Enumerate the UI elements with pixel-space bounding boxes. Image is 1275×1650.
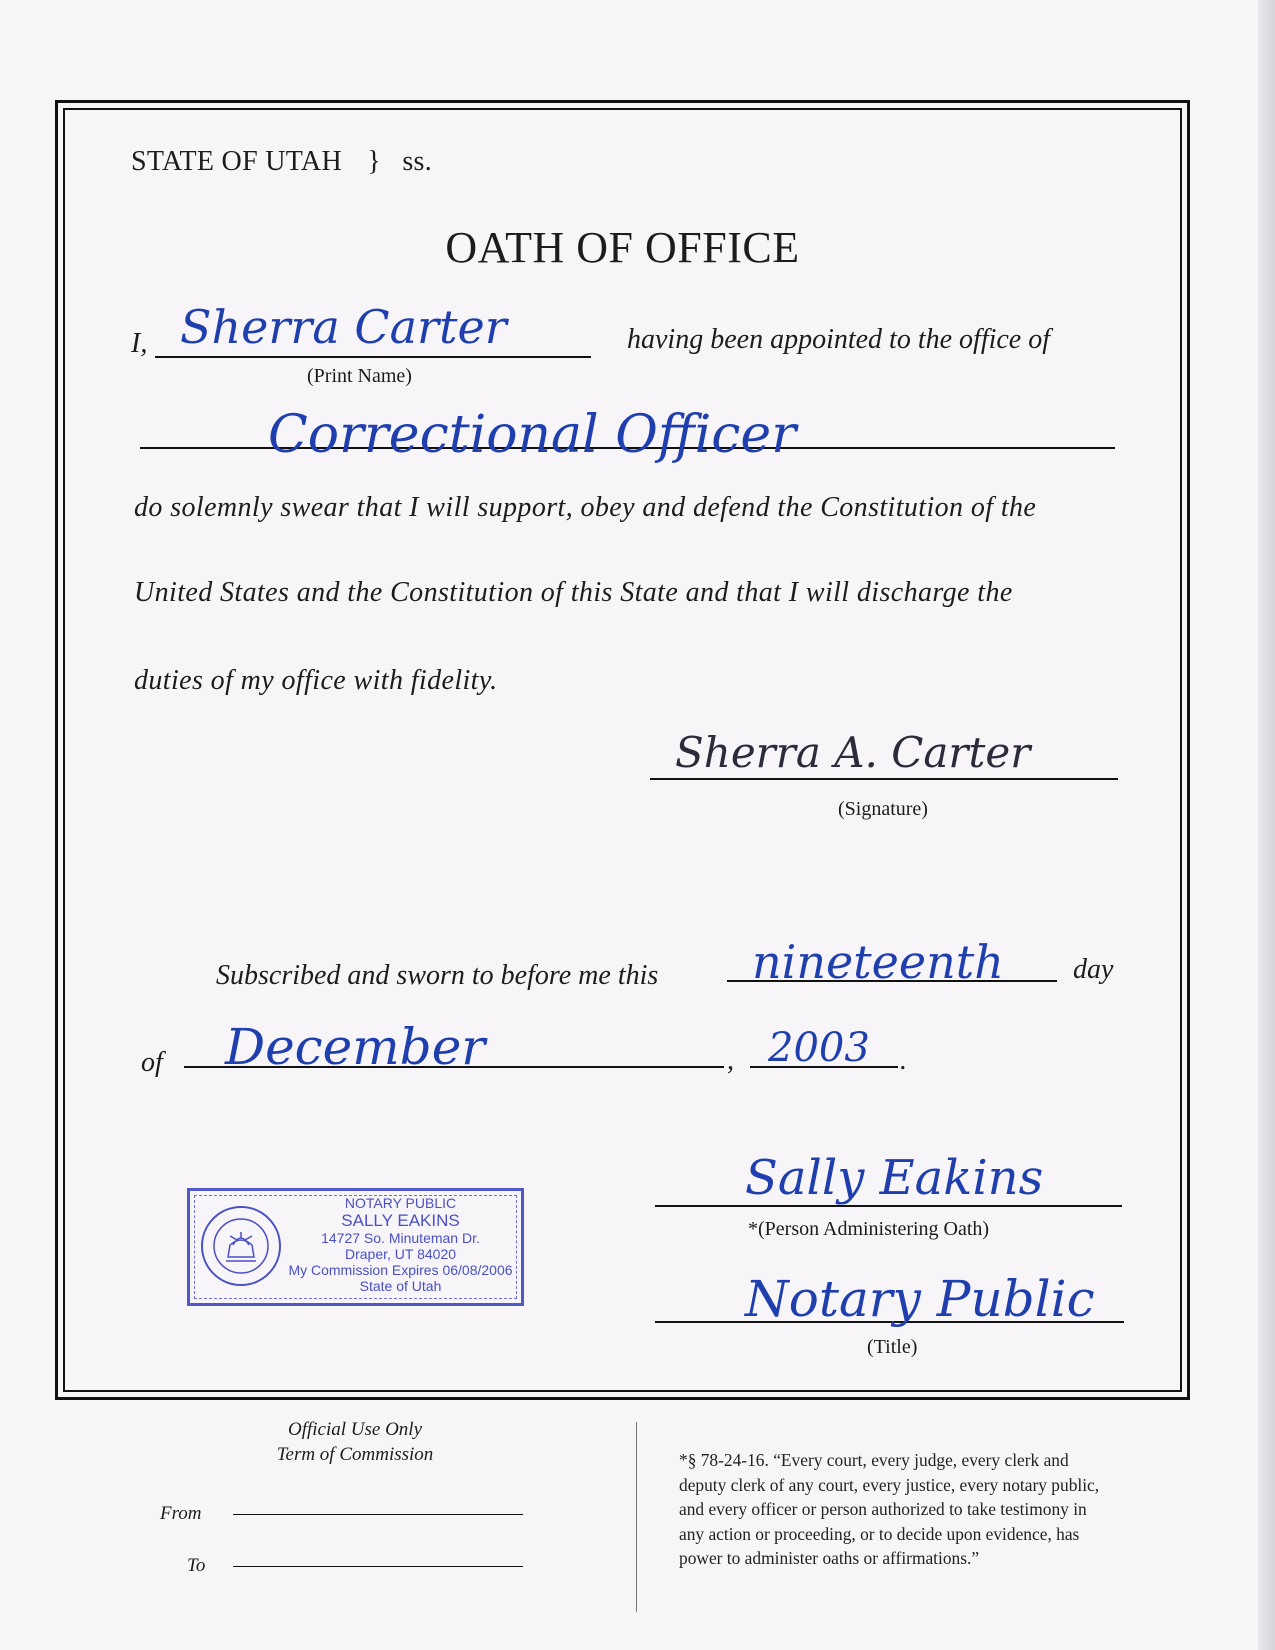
oath-prefix: I, [131,328,148,359]
administrator-label: *(Person Administering Oath) [748,1218,990,1240]
stamp-state: State of Utah [359,1278,442,1294]
appointed-text: having been appointed to the office of [627,324,1051,355]
comma: , [727,1045,734,1076]
statute-footnote [679,1448,1224,1571]
handwritten-office: Correctional Officer [268,405,797,465]
footnote-line-3: and every officer or person authorized to take testimony in [679,1499,1087,1519]
from-line[interactable] [233,1514,523,1515]
handwritten-day: nineteenth [752,935,1004,989]
of-word: of [141,1047,163,1078]
stamp-title: NOTARY PUBLIC [344,1195,457,1211]
title-label: (Title) [867,1336,918,1358]
oath-body-line-2: United States and the Constitution of this State and that I will discharge the [134,577,1013,608]
signature-label: (Signature) [838,798,928,820]
notary-stamp [187,1188,524,1306]
from-label: From [160,1503,202,1524]
period: . [900,1045,907,1076]
signature-line [650,778,1118,780]
handwritten-signature: Sherra A. Carter [675,728,1031,777]
state-seal-icon [200,1205,282,1287]
oath-body-line-3: duties of my office with fidelity. [134,665,498,696]
footnote-line-2: deputy clerk of any court, every justice, every notary public, [679,1474,1100,1495]
day-word: day [1073,954,1114,985]
footer-divider [636,1422,637,1612]
document-title: OATH OF OFFICE [445,223,800,272]
handwritten-name: Sherra Carter [180,300,507,354]
to-label: To [187,1555,206,1576]
official-use-line-1: Official Use Only [287,1419,423,1440]
stamp-notary-name: SALLY EAKINS [341,1211,460,1230]
to-line[interactable] [233,1566,523,1567]
official-use-heading [240,1417,470,1467]
state-name: STATE OF UTAH [131,146,342,177]
footnote-line-1: *§ 78-24-16. “Every court, every judge, every clerk and [679,1450,1069,1470]
handwritten-administrator: Sally Eakins [745,1150,1044,1206]
stamp-expiration: My Commission Expires 06/08/2006 [288,1262,513,1278]
state-heading [131,146,432,178]
page-edge-shadow [1258,0,1275,1650]
print-name-label: (Print Name) [307,365,412,387]
handwritten-month: December [225,1018,486,1076]
stamp-address-2: Draper, UT 84020 [344,1246,457,1262]
name-line [155,356,591,358]
footnote-line-5: power to administer oaths or affirmations.” [679,1548,980,1568]
ss-abbrev: ss. [402,146,433,177]
handwritten-year: 2003 [768,1025,870,1071]
handwritten-title: Notary Public [745,1270,1095,1328]
oath-body-line-1: do solemnly swear that I will support, obey and defend the Constitution of the [134,492,1037,523]
stamp-address-1: 14727 So. Minuteman Dr. [321,1230,480,1246]
official-use-line-2: Term of Commission [276,1444,434,1465]
sworn-text: Subscribed and sworn to before me this [216,960,659,991]
brace-symbol: } [367,146,382,177]
footnote-line-4: any action or proceeding, or to decide upon evidence, has [679,1523,1080,1544]
